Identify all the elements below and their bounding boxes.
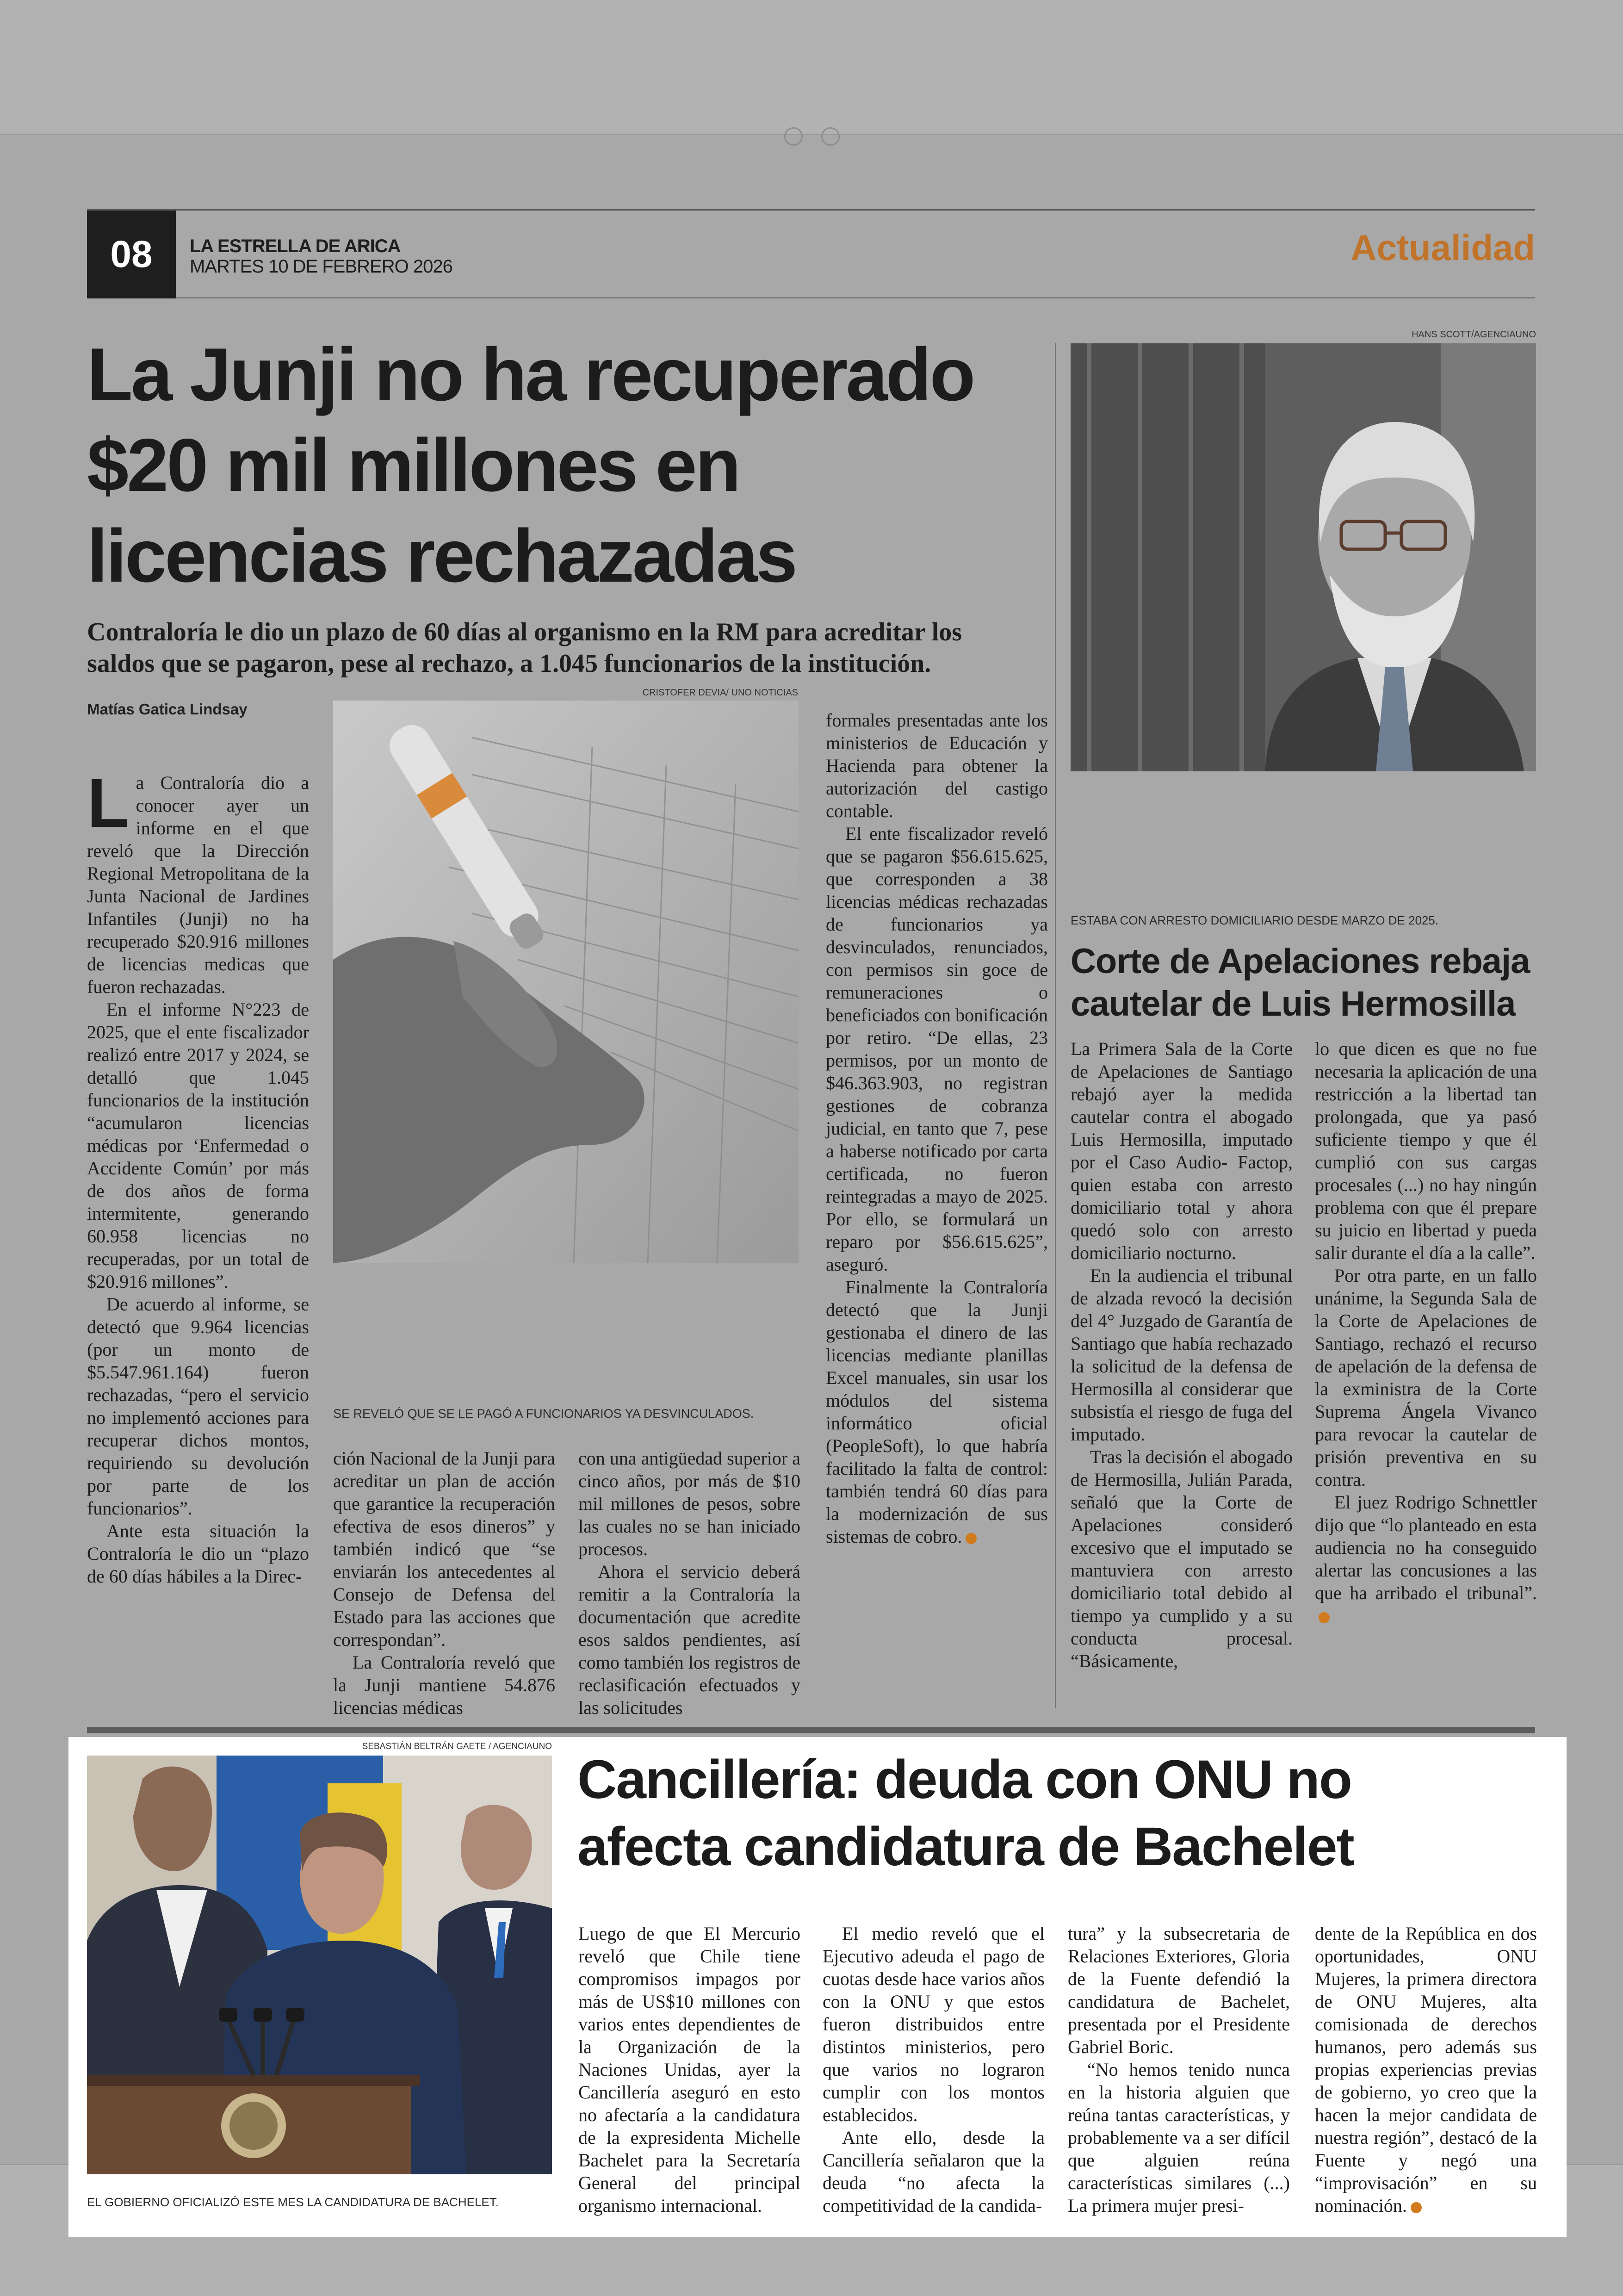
prev-page-icon[interactable] [784,127,803,146]
column-divider [1055,343,1056,1708]
bottom-col-3-p1: tura” y la subsecretaria de Relaciones Exteriores, Gloria de la Fuente defendió la candidatura de Bachelet, presentada por el Presidente Gabriel Boric. [1068,1923,1290,2057]
main-col-2 [333,1447,555,1725]
main-headline-line: La Junji no ha recuperado [87,333,974,416]
main-col-1-p3: De acuerdo al informe, se detectó que 9.964 licencias (por un monto de $5.547.961.164) fueron rechazadas, “pero el servicio no implementó acciones para recuperar dichos montos, requiriendo su devolución por parte de los funcionarios”. [87,1294,309,1519]
deck-line: Contraloría le dio un plazo de 60 días al organismo en la RM para acreditar los [87,618,962,646]
main-col-4-p3-text: Finalmente la Contraloría detectó que la Junji gestionaba el dinero de las licencias mediante planillas Excel manuales, sin usar los módulos del sistema informático oficial (PeopleSoft), lo que habría facilitado la falta de control: también tendrá 60 días para la modernización de sus sistemas de cobro. [826,1277,1048,1547]
side-headline-line: cautelar de Luis Hermosilla [1071,984,1516,1024]
bottom-headline [577,1746,1554,1880]
side-col-1-p2: En la audiencia el tribunal de alzada revocó la decisión del 4° Juzgado de Garantía de Santiago que había rechazado la solicitud de la defensa de Hermosilla al considerar que subsistía el riesgo de fuga del imputado. [1071,1265,1293,1445]
bottom-col-3 [1068,1922,1290,2218]
side-photo-credit: HANS SCOTT/AGENCIAUNO [1412,329,1536,340]
page-number-box [87,211,176,298]
side-col-2 [1315,1037,1537,1727]
end-mark-icon [1411,2202,1422,2213]
side-headline [1071,940,1538,1025]
page-number: 08 [110,233,153,275]
section-label: Actualidad [1350,227,1535,268]
main-col-4 [826,709,1048,1690]
side-headline-line: Corte de Apelaciones rebaja [1071,942,1530,981]
side-col-1-p3: Tras la decisión el abogado de Hermosilla, Julián Parada, señaló que la Corte de Apelaciones consideró excesivo que el imputado se mantuviera con arresto domiciliario total debido al tiempo ya cumplido y a su conducta procesal. “Básicamente, [1071,1446,1293,1671]
header-top-rule [87,209,1535,211]
bottom-photo [87,1756,552,2174]
main-col-4-p1: formales presentadas ante los ministerios de Educación y Hacienda para obtener la autorización del castigo contable. [826,710,1048,821]
bottom-photo-credit: SEBASTIÁN BELTRÁN GAETE / AGENCIAUNO [362,1742,552,1751]
bottom-col-1-p1: Luego de que El Mercurio reveló que Chile tiene compromisos impagos por más de US$10 millones con varios entes dependientes de la Organización de la Naciones Unidas, ayer la Cancillería aseguró en esto no afectaría a la candidatura de la expresidenta Michelle Bachelet para la Secretaría General del principal organismo internacional. [578,1923,800,2216]
main-col-3 [578,1447,800,1725]
main-photo-caption: SE REVELÓ QUE SE LE PAGÓ A FUNCIONARIOS YA DESVINCULADOS. [333,1407,754,1421]
main-col-2-p1: ción Nacional de la Junji para acreditar un plan de acción que garantice la recuperación efectiva de esos dineros” y también indicó que “se enviarán los antecedentes al Consejo de Defensa del Estado para las acciones que correspondan”. [333,1448,555,1650]
main-col-1-p4: Ante esta situación la Contraloría le dio un “plazo de 60 días hábiles a la Direc- [87,1520,309,1587]
bottom-headline-line: Cancillería: deuda con ONU no [577,1749,1351,1810]
main-col-4-p2: El ente fiscalizador reveló que se pagaron $56.615.625, que corresponden a 38 licencias médicas rechazadas de funcionarios ya desvinculados, renunciados, con permisos sin goce de remuneraciones o beneficiados con bonificación por retiro. “De ellas, 23 permisos, por un monto de $46.363.903, no registran gestiones de cobranza judicial, en tanto que 7, pese a haberse notificado por carta certificada, no fueron reintegradas a mayo de 2025. Por ello, se formulará un reparo por $56.615.625”, aseguró. [826,823,1048,1275]
end-mark-icon [1319,1612,1330,1623]
main-photo [333,701,799,1263]
main-headline [87,329,1059,602]
side-col-2-p1: lo que dicen es que no fue necesaria la aplicación de una restricción a la libertad tan prolongada, que ya pasó suficiente tiempo y que él cumplió con sus cargas procesales (...) no hay ningún problema con que él prepare su juicio en libertad y pueda salir durante el día a la calle”. [1315,1038,1537,1263]
main-col-3-p2: Ahora el servicio deberá remitir a la Contraloría la documentación que acredite esos saldos pendientes, así como también los registros de reclasificación efectuados y las solicitudes [578,1561,800,1718]
issue-date: MARTES 10 DE FEBRERO 2026 [190,256,452,277]
bottom-photo-caption: EL GOBIERNO OFICIALIZÓ ESTE MES LA CANDIDATURA DE BACHELET. [87,2195,499,2209]
main-deck [87,616,1059,679]
side-photo-caption: ESTABA CON ARRESTO DOMICILIARIO DESDE MARZO DE 2025. [1071,913,1439,927]
main-headline-line: $20 mil millones en [87,423,739,507]
main-col-4-p3 [826,1276,1048,1548]
main-col-1-p1 [87,764,309,998]
side-col-2-p2: Por otra parte, en un fallo unánime, la Segunda Sala de la Corte de Apelaciones de Santiago, rechazó el recurso de apelación de la defensa de la exministra de la Corte Suprema Ángela Vivanco para revocar la cautelar de prisión preventiva en su contra. [1315,1265,1537,1490]
main-col-3-p1: con una antigüedad superior a cinco años, por más de $10 mil millones de pesos, sobre las cuales no se han iniciado procesos. [578,1448,800,1559]
byline: Matías Gatica Lindsay [87,701,248,718]
side-col-1-p1: La Primera Sala de la Corte de Apelaciones de Santiago rebajó ayer la medida cautelar contra el abogado Luis Hermosilla, imputado por el Caso Audio- Factop, quien estaba con arresto domiciliario total y ahora quedó solo con arresto domiciliario nocturno. [1071,1038,1293,1263]
main-col-1-p2: En el informe N°223 de 2025, que el ente fiscalizador realizó entre 2017 y 2024, se detalló que 1.045 funcionarios de la institución “acumularon licencias médicas por ‘Enfermedad o Accidente Común’ por más de dos años de forma intermitente, generando 60.958 licencias no recuperadas, por un total de $20.916 millones”. [87,999,309,1292]
side-col-2-p3-text: El juez Rodrigo Schnettler dijo que “lo planteado en esta audiencia no ha conseguido alertar las concusiones a las que ha arribado el tribunal”. [1315,1492,1537,1603]
bottom-headline-line: afecta candidatura de Bachelet [577,1816,1354,1877]
bottom-col-2-p1: El medio reveló que el Ejecutivo adeuda el pago de cuotas desde hace varios años con la ONU y que estos fueron distribuidos entre distintos ministerios, pero que varios no lograron cumplir con los montos establecidos. [823,1923,1045,2125]
bottom-col-2 [823,1922,1045,2218]
header-bottom-rule [176,297,1535,298]
main-headline-line: licencias rechazadas [87,514,796,598]
bottom-col-4-p1 [1315,1922,1537,2217]
newspaper-page [0,134,1623,2216]
story-separator [87,1727,1535,1733]
main-col-2-p2: La Contraloría reveló que la Junji mantiene 54.876 licencias médicas [333,1652,555,1718]
side-photo [1071,343,1536,771]
bottom-col-3-p2: “No hemos tenido nunca en la historia alguien que reúna tantas características, y probablemente va a ser difícil que alguien reúna características similares (...) La primera mujer presi- [1068,2059,1290,2216]
bottom-story [68,1737,1567,2237]
next-page-icon[interactable] [821,127,840,146]
bottom-col-2-p2: Ante ello, desde la Cancillería señalaron que la deuda “no afecta la competitividad de la candida- [823,2127,1045,2216]
main-col-1-text: a Contraloría dio a conocer ayer un informe en el que reveló que la Dirección Regional Metropolitana de la Junta Nacional de Jardines Infantiles (Junji) no ha recuperado $20.916 millones de licencias medicas que fueron rechazadas. [87,772,309,997]
end-mark-icon [966,1533,977,1544]
side-col-1 [1071,1037,1293,1727]
drop-cap: L [87,764,130,842]
bottom-col-1 [578,1922,800,2218]
newspaper-name: LA ESTRELLA DE ARICA [190,236,401,256]
bottom-col-4-text: dente de la República en dos oportunidades, ONU Mujeres, la primera directora de ONU Mujeres, alta comisionada de derechos humanos, pero además sus propias experiencias previas de gobierno, yo creo que la hacen la mejor candidata de nuestra región”, destacó de la Fuente y negó una “improvisación” en su nominación. [1315,1923,1537,2216]
main-col-1 [87,764,309,1587]
bottom-col-4 [1315,1922,1537,2218]
side-col-2-p3 [1315,1491,1537,1627]
main-photo-credit: CRISTOFER DEVIA/ UNO NOTICIAS [642,688,798,698]
deck-line: saldos que se pagaron, pese al rechazo, a 1.045 funcionarios de la institución. [87,649,931,678]
